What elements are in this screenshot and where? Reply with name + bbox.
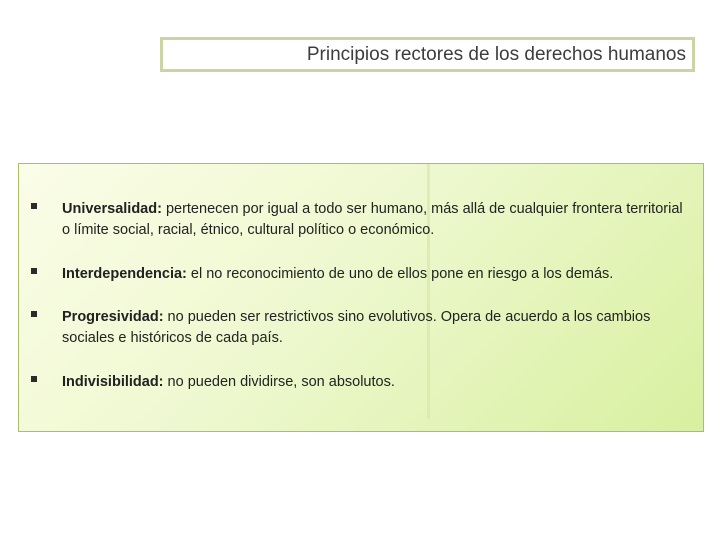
principle-description: el no reconocimiento de uno de ellos pone en riesgo a los demás. (186, 266, 614, 282)
principle-term: Indivisibilidad: (62, 374, 164, 390)
principle-term: Progresividad: (62, 309, 164, 325)
list-item-text (62, 199, 692, 241)
principle-description: no pueden dividirse, son absolutos. (163, 374, 395, 390)
title-box (160, 37, 695, 72)
square-bullet-icon (31, 311, 37, 317)
page-title: Principios rectores de los derechos humanos (306, 44, 686, 65)
square-bullet-icon (31, 376, 37, 382)
list-item-text (62, 307, 692, 349)
principles-panel (18, 163, 704, 432)
list-item-text (62, 372, 692, 393)
principle-description: no pueden ser restrictivos sino evolutivos. Opera de acuerdo a los cambios sociales e históricos de cada país. (62, 309, 651, 346)
square-bullet-icon (31, 203, 37, 209)
list-item-text (62, 264, 692, 285)
principle-description: pertenecen por igual a todo ser humano, más allá de cualquier frontera territorial o límite social, racial, étnico, cultural político o económico. (62, 201, 683, 238)
principle-term: Universalidad: (62, 201, 162, 217)
principle-term: Interdependencia: (62, 266, 187, 282)
square-bullet-icon (31, 268, 37, 274)
